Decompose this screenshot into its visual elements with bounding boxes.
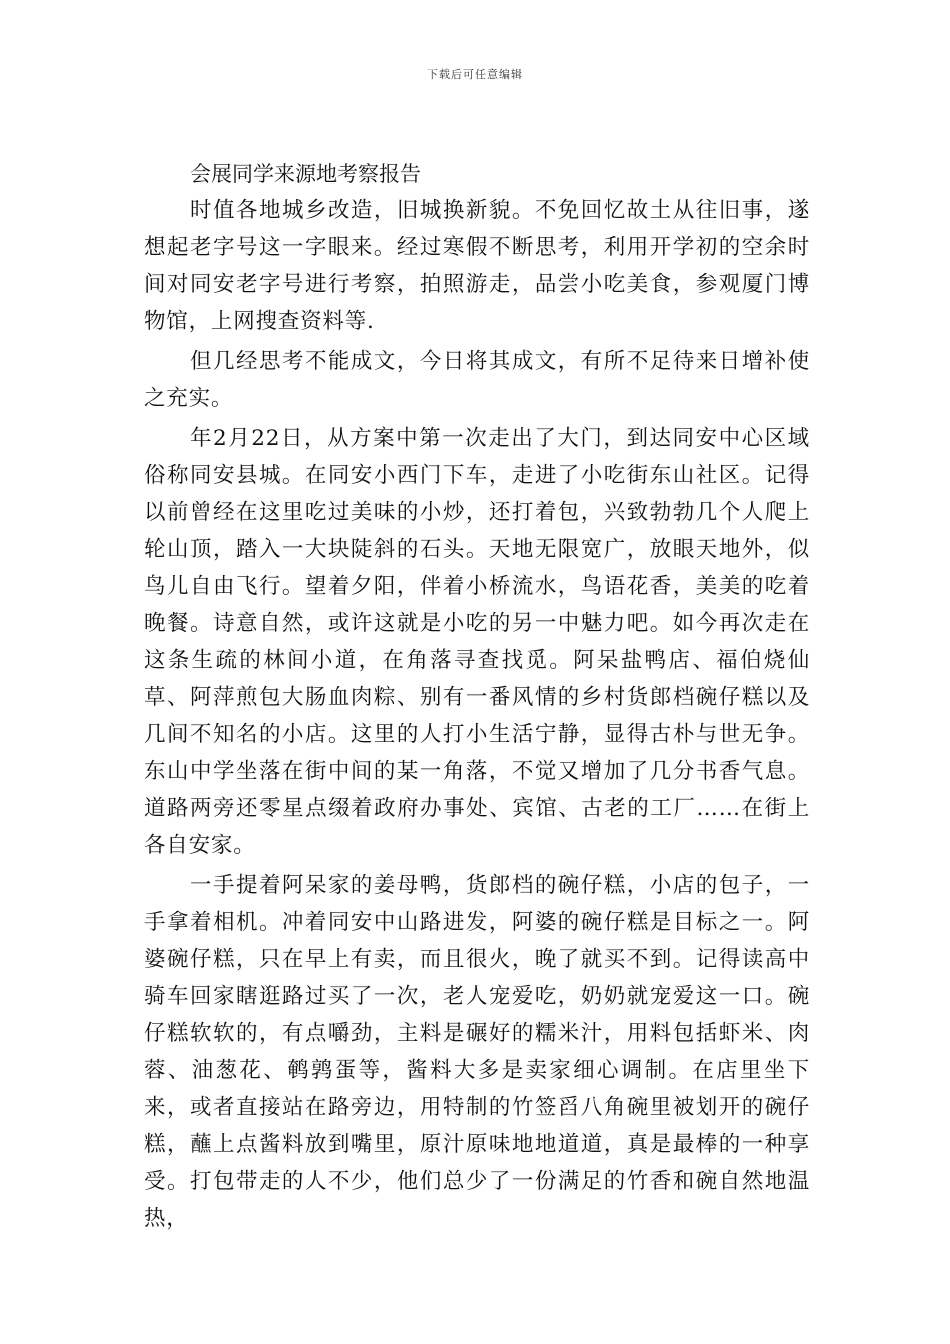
paragraph-3: 年2月22日，从方案中第一次走出了大门，到达同安中心区域俗称同安县城。在同安小西门下车，走进了小吃街东山社区。记得以前曾经在这里吃过美味的小炒，还打着包，兴致勃勃几个人爬上轮山顶，踏入一大块陡斜的石头。天地无限宽广，放眼天地外，似鸟儿自由飞行。望着夕阳，伴着小桥流水，鸟语花香，美美的吃着晚餐。诗意自然，或许这就是小吃的另一中魅力吧。如今再次走在这条生疏的林间小道，在角落寻查找觅。阿呆盐鸭店、福伯烧仙草、阿萍煎包大肠血肉粽、别有一番风情的乡村货郎档碗仔糕以及几间不知名的小店。这里的人打小生活宁静，显得古朴与世无争。东山中学坐落在街中间的某一角落，不觉又增加了几分书香气息。道路两旁还零星点缀着政府办事处、宾馆、古老的工厂……在街上各自安家。 [144,426,810,858]
paragraph-1: 时值各地城乡改造，旧城换新貌。不免回忆故土从往旧事，遂想起老字号这一字眼来。经过寒假不断思考，利用开学初的空余时间对同安老字号进行考察，拍照游走，品尝小吃美食，参观厦门博物馆，上网搜查资料等. [144,198,810,334]
header-note: 下载后可任意编辑 [427,68,523,81]
document-title: 会展同学来源地考察报告 [190,162,421,186]
paragraph-2: 但几经思考不能成文，今日将其成文，有所不足待来日增补使之充实。 [144,349,810,411]
paragraph-4: 一手提着阿呆家的姜母鸭，货郎档的碗仔糕，小店的包子，一手拿着相机。冲着同安中山路进发，阿婆的碗仔糕是目标之一。阿婆碗仔糕，只在早上有卖，而且很火，晚了就买不到。记得读高中骑车回家瞎逛路过买了一次，老人宠爱吃，奶奶就宠爱这一口。碗仔糕软软的，有点嚼劲，主料是碾好的糯米汁，用料包括虾米、肉蓉、油葱花、鹌鹑蛋等，酱料大多是卖家细心调制。在店里坐下来，或者直接站在路旁边，用特制的竹签舀八角碗里被划开的碗仔糕，蘸上点酱料放到嘴里，原汁原味地地道道，真是最棒的一种享受。打包带走的人不少，他们总少了一份满足的竹香和碗自然地温热， [144,873,810,1231]
document-body [144,156,810,1237]
